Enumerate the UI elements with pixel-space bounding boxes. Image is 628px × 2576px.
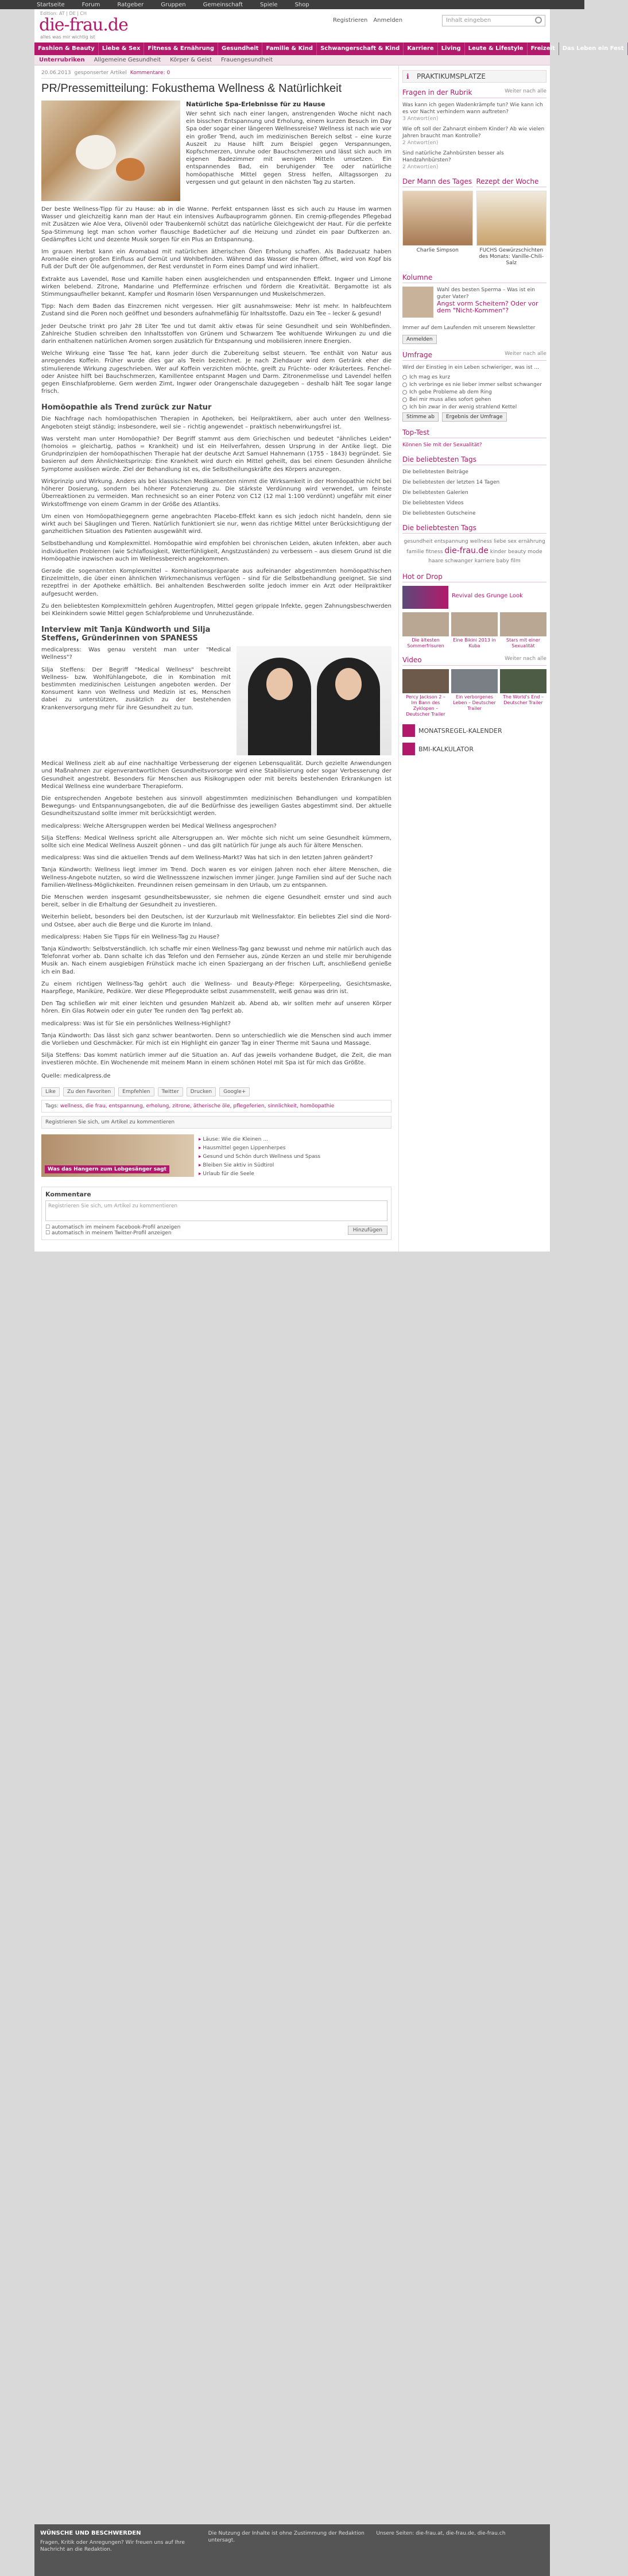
questions-more-link[interactable]: Weiter nach alle <box>505 88 546 94</box>
main-nav <box>34 43 624 55</box>
poll-vote-button[interactable]: Stimme ab <box>402 412 439 422</box>
gallery-caption[interactable]: Eine Bikini 2013 in Kuba <box>453 638 496 648</box>
teaser-item[interactable]: ▸ Gesund und Schön durch Wellness und Spass <box>199 1154 320 1160</box>
poll-option-label: Ich gebe Probleme ab dem Ring <box>409 389 492 395</box>
article-title: PR/Pressemitteilung: Fokusthema Wellness & Natürlichkeit <box>41 82 342 95</box>
top-link-shop[interactable]: Shop <box>294 1 309 8</box>
lead-text: Wer sehnt sich nach einer langen, anstrengenden Woche nicht nach ein bisschen Entspannung und Erholung, einem kurzen Besuch im Day Spa oder sogar einer längeren Wellnessreise? Wellness ist nach wie vor ein großer Trend, auch im medizinischen Bereich selbst – eine kurze Auszeit zu Hause hilft zum Beispiel gegen Verspannungen, Kopfschmerzen, Unruhe oder Bauchschmerzen und lässt sich auch im eigenen Badezimmer mit wenigen Mitteln umsetzen. Ein entspannendes Bad, ein beruhigender Tee oder natürliche homöopathische Mittel gegen Stress helfen, Alltagssorgen zu vergessen und gut gelaunt in den nächsten Tag zu starten. <box>186 111 391 186</box>
article-paragraph: Im grauen Herbst kann ein Aromabad mit natürlichen ätherischen Ölen Erholung schaffen. Als Badezusatz haben Aromaöle einen großen Einfluss auf Gemüt und Wohlbefinden. Während das Wasser die Poren öffnet, wird von Kopf bis Fuß der Duft der Öle aufgenommen, der Rest verdunstet in Form eines Dampf und wird inhaliert. <box>41 249 391 271</box>
recipe-name[interactable]: FUCHS Gewürzschichten des Monats: Vanille-Chili-Salz <box>479 248 544 266</box>
gallery-thumb[interactable] <box>500 612 546 636</box>
founder-figure <box>248 658 311 755</box>
poll-more-link[interactable]: Weiter nach alle <box>505 351 546 357</box>
content-area <box>34 65 550 1252</box>
top-link-spiele[interactable]: Spiele <box>260 1 278 8</box>
nav-fest[interactable]: Das Leben ein Fest <box>559 43 628 55</box>
nav-freizeit[interactable]: Freizeit <box>528 43 559 55</box>
top-link-forum[interactable]: Forum <box>82 1 100 8</box>
popular-item[interactable]: Die beliebtesten Videos <box>402 500 464 506</box>
calculator-icon <box>402 743 415 755</box>
bmi-calculator-link[interactable] <box>402 743 546 755</box>
top-link-gemeinschaft[interactable]: Gemeinschaft <box>203 1 243 8</box>
interview-paragraph: Den Tag schließen wir mit einer leichten und gesunden Mahlzeit ab. Abend ab, wir sollten mehr auf unseren Körper hören. Ein Glas Rotwein oder ein guter Tee runden den Tag perfekt ab. <box>41 1001 391 1015</box>
video-thumb[interactable] <box>500 669 546 693</box>
answer-count: 2 Antwort(en) <box>402 140 439 146</box>
subnav-koerper[interactable]: Körper & Geist <box>170 57 212 63</box>
recipe-heading: Rezept der Woche <box>476 177 539 186</box>
article-paragraph: Wirkprinzip und Wirkung. Anders als bei klassischen Medikamenten nimmt die Wirksamkeit in der Homöopathie nicht bei höherer Dosierung, sondern bei höherer Potenzierung zu. Die stärkste Verdünnung wird verwendet, um feinste Überreaktionen zu vermeiden. Man rechnesicht so an einer Potenz von C12 (12 mal 1:100 verdünnt) ungefähr mit einer Wirkstoffmenge von einem Gramm in der Größe des Atlantiks. <box>41 478 391 508</box>
site-header <box>34 9 550 43</box>
interview-photo <box>237 646 391 755</box>
tag-cloud-words[interactable]: kinder beauty mode haare schwanger karriere baby film <box>428 549 542 564</box>
interview-paragraph: Die Menschen werden insgesamt gesundheitsbewusster, sie nehmen die eigene Gesundheit ernster und sind auch bereit, selber in die Erhaltung der Gesundheit zu investieren. <box>41 894 391 909</box>
question-item[interactable] <box>402 150 546 171</box>
newsletter-text: Immer auf dem Laufenden mit unserem Newsletter <box>402 325 536 331</box>
search-icon[interactable] <box>535 17 542 24</box>
interview-paragraph: Tanja Kündworth: Das lässt sich ganz schwer beantworten. Denn so unterschiedlich wie die Menschen sind auch immer die Vorlieben und Geschmäcker. Für mich ist ein Highlight ein ganzer Tag in einer Therme mit Sauna und Massage. <box>41 1032 391 1047</box>
teaser-item[interactable]: ▸ Urlaub für die Seele <box>199 1171 320 1177</box>
comment-input[interactable]: Registrieren Sie sich, um Artikel zu kommentieren <box>45 1200 387 1221</box>
question-text: Sind natürliche Zahnbürsten besser als Handzahnbürsten? <box>402 150 504 163</box>
internship-banner[interactable]: ℹ PRAKTIKUMSPLATZE <box>402 70 546 83</box>
hot-or-drop-image[interactable] <box>402 586 448 609</box>
poll-question: Wird der Einstieg in ein Leben schwieriger, was ist ... <box>402 365 539 370</box>
question-text: Wie oft soll der Zahnarzt einbem Kinder? Ab wie vielen Jahren braucht man Kontrolle? <box>402 126 545 139</box>
search-input[interactable]: Inhalt eingeben <box>442 15 545 26</box>
popular-item[interactable]: Die beliebtesten Galerien <box>402 490 468 496</box>
article-source: Quelle: medicalpress.de <box>41 1072 111 1079</box>
nav-familie[interactable]: Familie & Kind <box>262 43 317 55</box>
column-text: Wahl des besten Sperma – Was ist ein guter Vater? <box>437 287 535 300</box>
tags-list[interactable]: wellness, die frau, entspannung, erholung, zitrone, ätherische öle, pflegeferien, sinnlichkeit, homöopathie <box>60 1103 335 1109</box>
popular-item[interactable]: Die beliebtesten der letzten 14 Tagen <box>402 480 500 485</box>
radio-icon[interactable] <box>402 375 407 380</box>
column-heading: Kolumne <box>402 273 433 281</box>
column-box <box>402 273 546 318</box>
recommend-button[interactable]: Empfehlen <box>118 1087 154 1096</box>
tag-cloud-highlight[interactable]: die-frau.de <box>444 546 489 555</box>
interview-paragraph: medicalpress: Was ist für Sie ein persönliches Wellness-Highlight? <box>41 1020 231 1027</box>
founder-figure <box>317 658 380 755</box>
interview-paragraph: Medical Wellness zielt ab auf eine nachhaltige Verbesserung der eigenen Lebensqualität. Durch gezielte Anwendungen und Maßnahmen zur eigenverantwortlichen Gesundheitsvorsorge wird eine Stabilisierung oder sogar Verbesserung der Gesundheit angestrebt. Besonders für Menschen aus Risikogruppen oder mit bereits bestehenden Erkrankungen ist Medical Wellness eine wunderbare Therapieform. <box>41 760 391 790</box>
video-thumb[interactable] <box>402 669 449 693</box>
article-column <box>34 65 398 1252</box>
popular-heading: Die beliebtesten Tags <box>402 455 476 464</box>
article-paragraph: Extrakte aus Lavendel, Rose und Kamille haben einen ausgleichenden und entspannenden Effekt. Ingwer und Limone wirken belebend. Zitrone, Mandarine und Pfefferminze erfrischen und fördern die Kreativität. Bergamotte ist als Stimmungsaufheller bekannt. Kampfer und Rosmarin lösen Verspannungen und Muskelschmerzen. <box>41 276 391 298</box>
interview-paragraph: Zu einem richtigen Wellness-Tag gehört auch die Wellness- und Beauty-Pflege: Körperpeeling, Gesichtsmaske, Haarpflege, Maniküre, Pediküre. Wer diese Pflegeprodukte selbst zusammenstellt, weiß genau was drin ist. <box>41 980 391 995</box>
teaser-item[interactable]: ▸ Läuse: Wie die Kleinen ... <box>199 1137 320 1142</box>
radio-icon[interactable] <box>402 383 407 387</box>
nav-fashion[interactable]: Fashion & Beauty <box>34 43 99 55</box>
poll-option-label: Bei mir muss alles sofort gehen <box>409 397 491 403</box>
sidebar <box>398 65 550 1252</box>
tagcloud-box <box>402 524 546 566</box>
tags-box <box>41 1100 391 1113</box>
tags-label: Tags: <box>45 1103 59 1109</box>
print-button[interactable]: Drucken <box>187 1087 216 1096</box>
menstrual-calendar-link[interactable] <box>402 724 546 737</box>
gallery-thumb[interactable] <box>402 612 449 636</box>
article-author: gesponserter Artikel <box>74 70 127 76</box>
footer-legal: Die Nutzung der Inhalte ist ohne Zustimmung der Redaktion untersagt. <box>208 2531 365 2543</box>
top-test-heading: Top-Test <box>402 428 430 437</box>
section-heading: Homöopathie als Trend zurück zur Natur <box>41 403 212 412</box>
comment-options <box>45 1225 387 1236</box>
page-wrapper <box>34 9 624 1252</box>
tag-cloud-words[interactable]: gesundheit entspannung wellness liebe sex ernährung familie fitness <box>404 539 545 555</box>
newsletter-box <box>402 325 546 344</box>
radio-icon[interactable] <box>402 397 407 402</box>
video-heading: Video <box>402 656 422 664</box>
hot-or-drop-heading: Hot or Drop <box>402 573 443 581</box>
video-box <box>402 656 546 717</box>
teaser-item[interactable]: ▸ Bleiben Sie aktiv in Südtirol <box>199 1163 320 1168</box>
article-paragraph: Der beste Wellness-Tipp für zu Hause: ab in die Wanne. Perfekt entspannen lässt es sich auch zu Hause im warmen Wasser und gleichzeitig kann man der Haut ein intensives Aufbauprogramm gönnen. Ein cremig-pflegendes Pflegebad mit Zusätzen wie Aloe Vera, Olivenöl oder Traubenkernöl schützt das natürliche Gleichgewicht der Haut. Für die perfekte Spa-Stimmung legt man schon vorher flauschige Badetücher auf die Heizung und zündet ein paar Duftkerzen an. Gedämpftes Licht und dezente Musik sorgen für ein Plus an Entspannung. <box>41 206 391 243</box>
teaser-image[interactable] <box>41 1134 194 1177</box>
poll-option[interactable] <box>402 389 546 395</box>
video-more-link[interactable]: Weiter nach alle <box>505 656 546 662</box>
facebook-share-checkbox[interactable]: ☐ automatisch im meinem Facebook-Profil anzeigen <box>45 1224 181 1230</box>
interview-paragraph: medicalpress: Haben Sie Tipps für ein Wellness-Tag zu Hause? <box>41 933 220 940</box>
article-paragraph: Zu den beliebtesten Komplexmitteln gehören Augentropfen, Mittel gegen grippale Infekte, gegen Zahnungsbeschwerden bei Kleinkindern sowie Mittel gegen Schlafprobleme und Unruhezustände. <box>41 603 391 617</box>
video-caption[interactable]: The World's End – Deutscher Trailer <box>502 694 544 705</box>
facebook-share-label: automatisch im meinem Facebook-Profil anzeigen <box>51 1224 181 1230</box>
radio-icon[interactable] <box>402 390 407 395</box>
interview-paragraph: Silja Steffens: Medical Wellness spricht alle Altersgruppen an. Wer möchte sich nicht um seine Gesundheit kümmern, sollte sich eine Medical Wellness Auszeit gönnen – und das gilt natürlich für junge als auch für ältere Menschen. <box>41 835 391 849</box>
interview-paragraph: Silja Steffens: Das kommt natürlich immer auf die Situation an. Auf das jeweils vorhandene Budget, die Zeit, die man investieren möchte. Ein Wochenende mit meinem Mann in einem schönen Hotel mit Spa ist für mich das Größte. <box>41 1052 391 1067</box>
add-comment-button[interactable]: Hinzufügen <box>348 1226 387 1235</box>
lead-heading: Natürliche Spa-Erlebnisse für zu Hause <box>186 101 325 108</box>
popular-item[interactable]: Die beliebtesten Beiträge <box>402 469 468 475</box>
answer-count: 3 Antwort(en) <box>402 116 439 122</box>
footer-sites[interactable]: Unsere Seiten: die-frau.at, die-frau.de, die-frau.ch <box>376 2531 506 2536</box>
top-link-home[interactable]: Startseite <box>37 1 65 8</box>
site-logo[interactable]: die-frau.de <box>39 15 128 35</box>
teaser-item[interactable]: ▸ Hausmittel gegen Lippenherpes <box>199 1145 320 1151</box>
share-bar <box>41 1087 391 1096</box>
related-teaser <box>41 1134 391 1180</box>
popular-item[interactable]: Die beliebtesten Gutscheine <box>402 511 476 516</box>
hot-or-drop-link[interactable]: Revival des Grunge Look <box>452 593 523 599</box>
interview-paragraph: medicalpress: Welche Altersgruppen werden bei Medical Wellness angesprochen? <box>41 822 277 829</box>
poll-heading: Umfrage <box>402 351 432 359</box>
site-footer <box>34 2524 550 2576</box>
person-name[interactable]: Charlie Simpson <box>416 248 459 253</box>
calendar-icon <box>402 724 415 737</box>
recipe-photo[interactable] <box>476 191 547 246</box>
column-link[interactable]: Angst vorm Scheitern? Oder vor dem "Nicht-Kommen"? <box>437 300 538 314</box>
sub-nav <box>34 55 550 65</box>
site-tagline: alles was mir wichtig ist <box>40 34 95 40</box>
popular-box <box>402 455 546 517</box>
nav-living[interactable]: Living <box>438 43 465 55</box>
nav-leute[interactable]: Leute & Lifestyle <box>465 43 528 55</box>
interview-paragraph: Weiterhin beliebt, besonders bei den Deutschen, ist der Kurzurlaub mit Wellnessfaktor. Ein beliebtes Ziel sind die Nord- und Ostsee, aber auch die Berge und die Kurorte im Inland. <box>41 914 391 928</box>
article-paragraph: Tipp: Nach dem Baden das Einzcremen nicht vergessen. Hier gilt ausnahmsweise: Mehr ist mehr. In halbfeuchtem Zustand sind die Poren noch geöffnet und besonders aufnahmefähig für Inhaltsstoffe. Dazu ein Tee – lecker & gesund! <box>41 303 391 318</box>
interview-paragraph: Tanja Kündworth: Selbstverständlich. Ich schaffe mir einen Wellness-Tag ganz bewusst und nehme mir natürlich auch das Telefonrat vorher ab. Dann schalte ich das Telefon und den Fernseher aus, zünde Kerzen an und stelle mir beruhigende Musik an. Nach einem ausgiebigen Frühstück mache ich einen Spaziergang an der frischen Luft, anschließend genieße ich ein Bad. <box>41 946 391 975</box>
gallery-caption[interactable]: Stars mit einer Sexualität <box>506 638 541 648</box>
interview-paragraph: medicalpress: Was sind die aktuellen Trends auf dem Wellness-Markt? Was hat sich in den letzten Jahren geändert? <box>41 855 373 862</box>
top-link-ratgeber[interactable]: Ratgeber <box>117 1 144 8</box>
gallery-caption[interactable]: Die ältesten Sommerfrisuren <box>407 638 444 648</box>
top-test-link[interactable]: Können Sie mit der Sexualität? <box>402 442 482 448</box>
register-bar[interactable]: Registrieren Sie sich, um Artikel zu kommentieren <box>41 1116 391 1129</box>
poll-option-label: Ich verbringe es nie lieber immer selbst schwanger <box>409 382 542 388</box>
article-comments-count[interactable]: Kommentare: 0 <box>130 70 170 76</box>
poll-results-button[interactable]: Ergebnis der Umfrage <box>442 412 507 422</box>
interview-section <box>41 625 391 1067</box>
video-caption[interactable]: Percy Jackson 2 – Im Bann des Zyklopen – Deutscher Trailer <box>406 694 445 717</box>
article-paragraph: Gerade die sogenannten Komplexmittel – Kombinationspräparate aus aufeinander abgestimmten homöopathischen Einzelmitteln, die über einen ähnlichen Wirkmechanismus verfügen – sind für die Selbstbehandlung geeignet. Sie sind rezeptfrei in der Apotheke erhältlich. Bei anhaltenden Beschwerden sollte jedoch immer ein Arzt oder Heilpraktiker aufgesucht werden. <box>41 567 391 597</box>
twitter-button[interactable]: Twitter <box>158 1087 183 1096</box>
questions-box <box>402 88 546 171</box>
video-caption[interactable]: Ein verborgenes Leben – Deutscher Trailer <box>453 694 496 711</box>
column-photo[interactable] <box>402 287 433 318</box>
top-link-gruppen[interactable]: Gruppen <box>161 1 186 8</box>
interview-paragraph: Silja Steffens: Der Begriff "Medical Wellness" beschreibt Wellness- bzw. Wohlfühlangebote, die in Kombination mit bestimmten medizinischen Leistungen angeboten werden. Der Konsument kann von Wellness und Medizin ist es, Menschen dabei zu unterstützen, zusätzlich zu der bestehenden Krankenversorgung mehr für ihre Gesundheit zu tun. <box>41 666 231 711</box>
like-button[interactable]: Like <box>41 1087 60 1096</box>
questions-heading: Fragen in der Rubrik <box>402 88 472 96</box>
favorite-button[interactable]: Zu den Favoriten <box>63 1087 115 1096</box>
nav-gesundheit[interactable]: Gesundheit <box>218 43 262 55</box>
comments-section <box>41 1187 391 1240</box>
article-date: 20.06.2013 <box>41 70 71 76</box>
gallery-thumb[interactable] <box>451 612 498 636</box>
article-paragraph: Was versteht man unter Homöopathie? Der Begriff stammt aus dem Griechischen und bedeutet "ähnliches Leiden" (homoios = gleichartig, pathos = Krankheit) und ist ein Heilverfahren, dessen Ursprung in der Antike liegt. Die Grundprinzipien der homöopathischen Therapie hat der deutsche Arzt Samuel Hahnemann (1755 - 1843) begründet. Sie basieren auf dem Ähnlichkeitsprinzip: Eine Krankheit wird durch ein Mittel geheilt, das bei einem Gesunden ähnliche Symptome auslösen würde. Ziel der Behandlung ist es, die Selbstheilungskräfte des Körpers anzuregen. <box>41 435 391 473</box>
question-item[interactable] <box>402 102 546 122</box>
nav-schwangerschaft[interactable]: Schwangerschaft & Kind <box>317 43 404 55</box>
article-paragraph: Welche Wirkung eine Tasse Tee hat, kann jeder durch die Zubereitung selbst steuern. Tee enthält von Natur aus anregendes Koffein. Früher wurde dies gar als Teein bezeichnet. Je nach Ziehdauer wird dem Getränk eher die stimulierende Wirkung zugeschrieben. Wer auf Koffein verzichten möchte, greift zu Früchte- oder Kräutertees. Fenchel- oder Anistee hilft bei Bauchschmerzen, Kamillentee entspannt Magen und Darm. Zitronenmelisse und Lavendel helfen gegen Einschlafprobleme. Gern werden Zimt, Ingwer oder Orangenschale dazugegeben – deshalb hält Tee sogar lange frisch. <box>41 350 391 395</box>
nav-liebe[interactable]: Liebe & Sex <box>99 43 145 55</box>
top-bar <box>0 0 584 9</box>
features-box <box>402 177 546 267</box>
answer-count: 2 Antwort(en) <box>402 164 439 170</box>
twitter-share-label: automatisch in meinem Twitter-Profil anzeigen <box>51 1230 172 1236</box>
subnav-frauen[interactable]: Frauengesundheit <box>221 57 273 63</box>
newsletter-button[interactable]: Anmelden <box>402 335 437 344</box>
login-link[interactable]: Anmelden <box>373 17 403 24</box>
footer-text: Fragen, Kritik oder Anregungen? Wir freuen uns auf Ihre Nachricht an die Redaktion. <box>40 2540 185 2552</box>
poll-box <box>402 351 546 422</box>
article-lead-image <box>41 101 180 201</box>
interview-paragraph: medicalpress: Was genau versteht man unter "Medical Wellness"? <box>41 647 231 661</box>
edition-switch[interactable]: Edition: AT | DE | CH <box>40 11 87 16</box>
poll-option[interactable] <box>402 397 546 403</box>
interview-paragraph: Die entsprechenden Angebote bestehen aus sinnvoll abgestimmten medizinischen Behandlungen und kompatiblen Bewegungs- und Entspannungsangeboten, die auf die Bedürfnisse des jeweiligen Gastes abgestimmt sind. Der aktuelle Gesundheitszustand sollte immer mit berücksichtigt werden. <box>41 795 391 817</box>
article-paragraph: Jeder Deutsche trinkt pro Jahr 28 Liter Tee und tut damit aktiv etwas für seine Gesundheit und sein Wohlbefinden. Zahlreiche Studien schreiben den Inhaltsstoffen von Grünem und Schwarzem Tee wohltuende Wirkungen zu und die darin enthaltenen natürlichen Aromen sorgen zusätzlich für Entspannung und mobilisieren innere Energien. <box>41 323 391 345</box>
tagcloud-heading: Die beliebtesten Tags <box>402 524 476 532</box>
bmi-calculator-label: BMI-KALKULATOR <box>418 745 474 753</box>
subnav-label: Unterrubriken <box>39 57 85 63</box>
account-links <box>333 17 402 24</box>
interview-paragraph: Tanja Kündworth: Wellness liegt immer im Trend. Doch waren es vor einigen Jahren noch eher ältere Menschen, die Wellness-Angebote nutzten, so wird die Wellnessszene inzwischen immer jünger. Junge Familien sind auf der Suche nach Familien-Wellness-Möglichkeiten. Freundinnen reisen gemeinsam in den Urlaub, um zu entspannen. <box>41 867 391 889</box>
poll-option[interactable] <box>402 382 546 388</box>
top-test-box <box>402 428 546 449</box>
poll-option[interactable] <box>402 404 546 410</box>
nav-karriere[interactable]: Karriere <box>404 43 437 55</box>
question-item[interactable] <box>402 126 546 146</box>
interview-heading: Interview mit Tanja Kündworth und Silja Steffens, Gründerinnen von SPANESS <box>41 625 211 643</box>
poll-option[interactable] <box>402 374 546 380</box>
nav-fitness[interactable]: Fitness & Ernährung <box>144 43 218 55</box>
footer-heading: WÜNSCHE UND BESCHWERDEN <box>40 2530 141 2536</box>
teaser-list <box>199 1134 320 1180</box>
article-paragraph: Die Nachfrage nach homöopathischen Therapien in Apotheken, bei Heilpraktikern, aber auch unter den Wellness-Angeboten steigt ständig; insbesondere, weil sie – richtig angewendet – praktisch nebenwirkungsfrei ist. <box>41 416 391 430</box>
teaser-badge[interactable]: Was das Hangern zum Lobgesänger sagt <box>45 1165 169 1173</box>
article-paragraph: Um einen von Homöopathiegegnern gerne angebrachten Placebo-Effekt kann es sich jedoch nicht handeln, denn sie wirkt auch bei Säuglingen und Tieren. Natürlich funktioniert sie nur, wenn das richtige Mittel unter Berücksichtigung der ganzheitlichen Situation des Patienten ausgewählt wird. <box>41 513 391 535</box>
twitter-share-checkbox[interactable]: ☐ automatisch in meinem Twitter-Profil anzeigen <box>45 1230 172 1236</box>
hot-or-drop-box <box>402 573 546 649</box>
radio-icon[interactable] <box>402 405 407 410</box>
poll-option-label: Ich mag es kurz <box>409 374 451 380</box>
comments-title: Kommentare <box>45 1190 91 1198</box>
menstrual-calendar-label: MONATSREGEL-KALENDER <box>418 727 502 735</box>
subnav-allgemein[interactable]: Allgemeine Gesundheit <box>94 57 161 63</box>
person-photo[interactable] <box>402 191 473 246</box>
googleplus-button[interactable]: Google+ <box>219 1087 250 1096</box>
question-text: Was kann ich gegen Wadenkrämpfe tun? Wie kann ich es vor Nacht verhindern wann auftreten? <box>402 102 543 115</box>
person-heading: Der Mann des Tages <box>402 177 472 186</box>
poll-option-label: Ich bin zwar in der wenig strahlend Kettel <box>409 404 517 410</box>
video-thumb[interactable] <box>451 669 498 693</box>
article-paragraph: Selbstbehandlung und Komplexmittel. Homöopathie wird empfohlen bei chronischen Leiden, akuten Infekten, aber auch individuellen Problemen (wie Schlaflosigkeit, Wetterfühligkeit, Angstzuständen) zu verbessern – aus diesem Grund ist die Homöopathie inzwischen auch im Wellnessbereich angekommen. <box>41 540 391 562</box>
register-link[interactable]: Registrieren <box>333 17 368 24</box>
tag-cloud[interactable] <box>402 537 546 566</box>
article-meta <box>41 70 391 79</box>
